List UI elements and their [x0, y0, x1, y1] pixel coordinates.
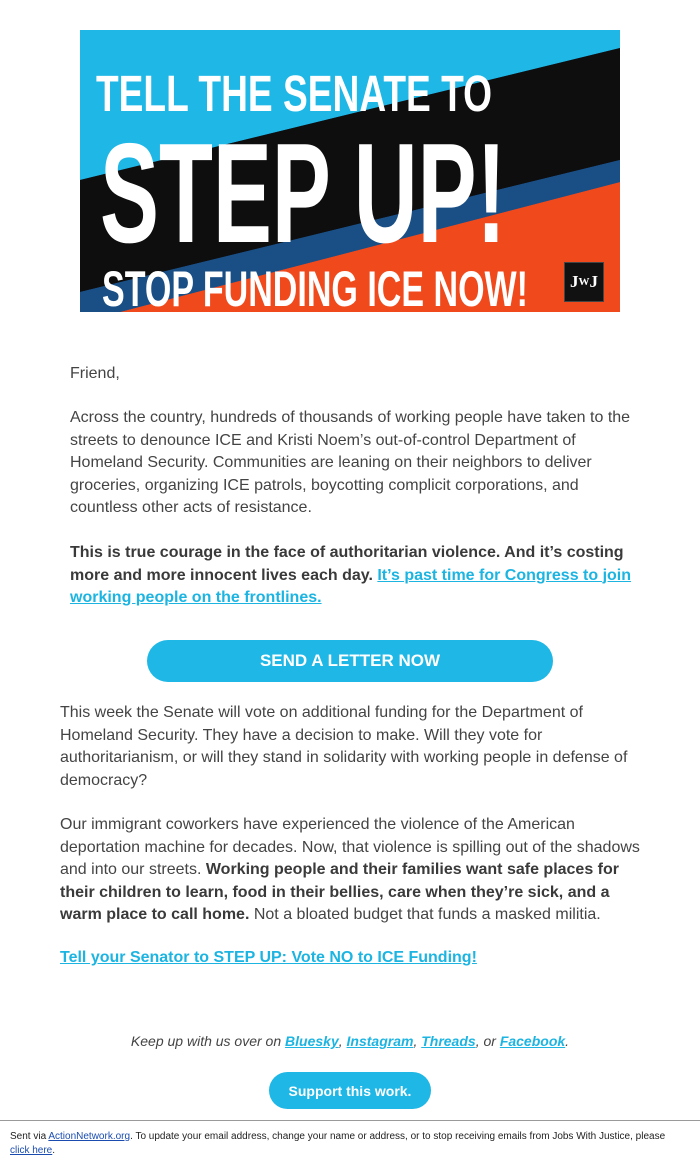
- bluesky-link[interactable]: Bluesky: [285, 1033, 339, 1049]
- banner-headline-line1: TELL THE SENATE TO: [96, 65, 492, 122]
- social-suffix: .: [565, 1033, 570, 1049]
- coworkers-text: Our immigrant coworkers have experienced the violence of the American deportation machine for decades. Now, that violence is spilling out of the shadows and into our streets.: [60, 816, 640, 878]
- footer-suffix: .: [52, 1145, 56, 1156]
- footer-divider: [0, 1120, 700, 1121]
- send-letter-button[interactable]: SEND A LETTER NOW: [147, 640, 553, 682]
- social-sep-2: ,: [413, 1033, 422, 1049]
- footer-middle: . To update your email address, change your name or address, or to stop receiving emails from Jobs With Justice, please: [130, 1131, 666, 1142]
- working-people-bold-text: Working people and their families want safe places for their children to learn, food in their bellies, care when they’re sick, and a warm place to call home.: [60, 861, 619, 923]
- banner-headline-line2: STEP UP!: [100, 114, 506, 273]
- logo-letter-j: J: [570, 272, 579, 291]
- instagram-link[interactable]: Instagram: [346, 1033, 414, 1049]
- jobs-with-justice-logo: [564, 262, 604, 302]
- courage-paragraph: [70, 542, 640, 610]
- greeting: Friend,: [70, 365, 120, 382]
- actionnetwork-link[interactable]: ActionNetwork.org: [48, 1131, 131, 1142]
- support-button[interactable]: Support this work.: [269, 1072, 431, 1109]
- banner-headline-line3: STOP FUNDING ICE NOW!: [102, 261, 528, 312]
- logo-letter-w: W: [578, 276, 590, 288]
- social-links-line: [0, 1033, 700, 1049]
- courage-bold-text: This is true courage in the face of authoritarian violence. And it’s costing more and more innocent lives each day.: [70, 544, 624, 584]
- campaign-banner-image: [80, 30, 620, 312]
- intro-paragraph: Across the country, hundreds of thousands of working people have taken to the streets to denounce ICE and Kristi Noem’s out-of-control Department of Homeland Security. Communities are leaning on their neighbors to deliver groceries, organizing ICE patrols, boycotting complicit corporations, and countless other acts of resistance.: [70, 409, 631, 516]
- senate-vote-paragraph: This week the Senate will vote on additional funding for the Department of Homeland Security. They have a decision to make. Will they vote for authoritarianism, or will they stand in solidarity with working people in defense of democracy?: [60, 704, 628, 789]
- tell-senator-link[interactable]: Tell your Senator to STEP UP: Vote NO to ICE Funding!: [60, 949, 477, 966]
- budget-text: Not a bloated budget that funds a masked militia.: [249, 906, 601, 923]
- social-prefix: Keep up with us over on: [130, 1033, 286, 1049]
- senator-link-paragraph: [60, 947, 650, 970]
- facebook-link[interactable]: Facebook: [499, 1033, 566, 1049]
- threads-link[interactable]: Threads: [421, 1033, 476, 1049]
- banner-graphic: [80, 30, 620, 312]
- footer-text: [10, 1130, 680, 1158]
- social-sep-3: , or: [475, 1033, 500, 1049]
- logo-letter-j2: J: [589, 272, 598, 291]
- social-sep-1: ,: [338, 1033, 347, 1049]
- immigrant-coworkers-paragraph: [60, 814, 650, 927]
- footer-prefix: Sent via: [10, 1131, 49, 1142]
- frontlines-link[interactable]: It’s past time for Congress to join working people on the frontlines.: [70, 566, 632, 606]
- unsubscribe-link[interactable]: click here: [10, 1145, 53, 1156]
